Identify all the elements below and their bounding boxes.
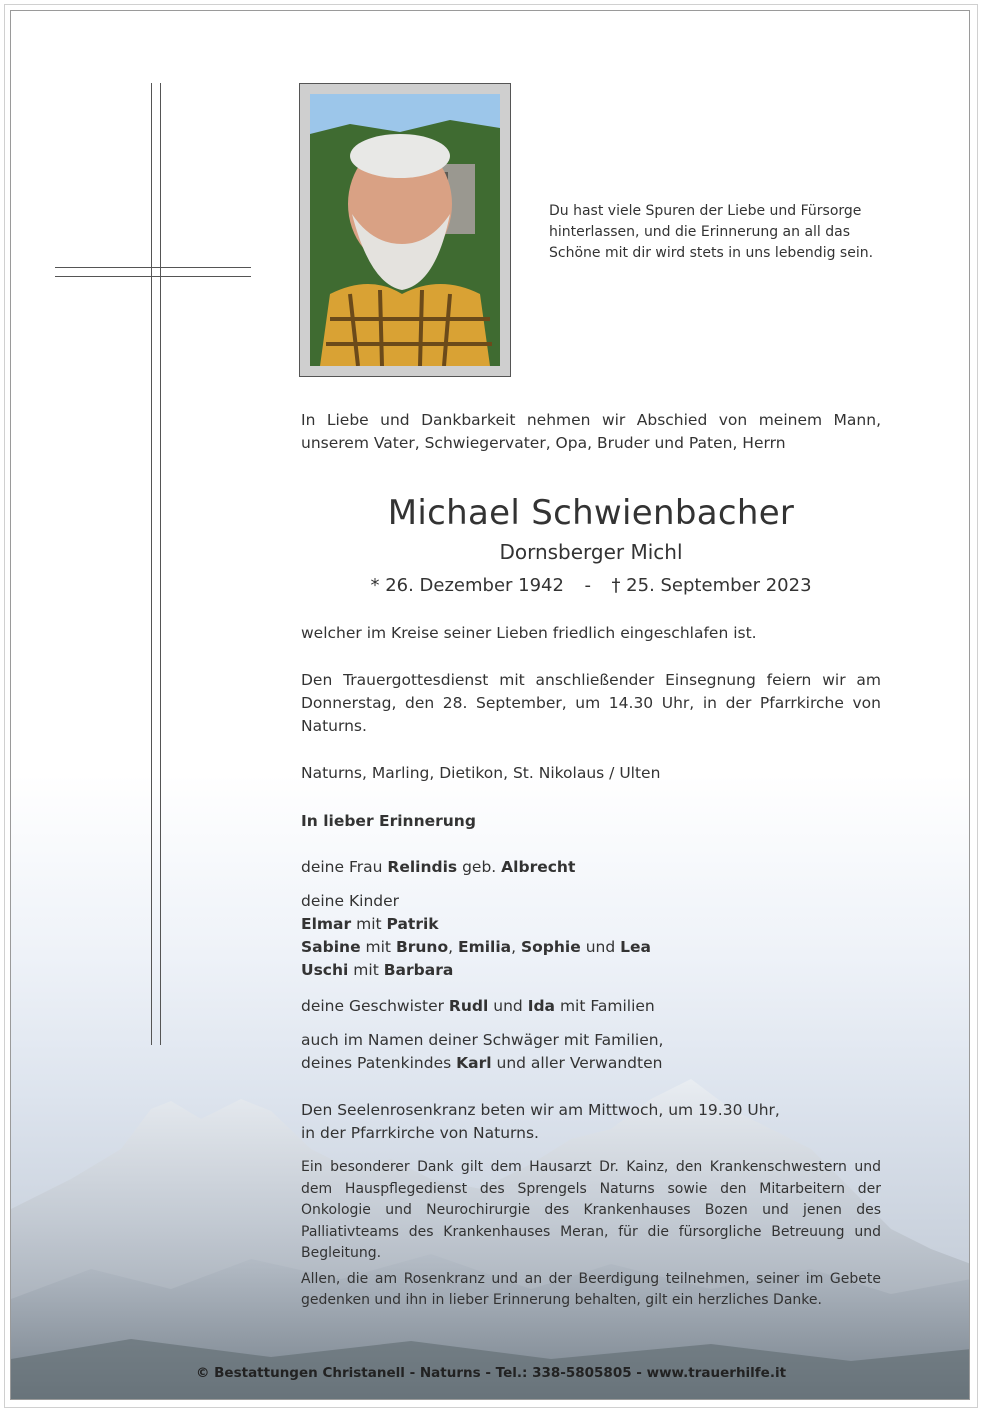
thanks-line: Ein besonderer Dank gilt dem Hausarzt Dr. Kainz, den Krankenschwestern und (301, 1159, 881, 1175)
service-line: Naturns. (301, 717, 367, 735)
partner-name: Barbara (383, 961, 454, 979)
thanks-line: Begleitung. (301, 1245, 382, 1261)
deceased-nickname: Dornsberger Michl (499, 540, 683, 564)
obituary-card (10, 10, 970, 1400)
children-mit: mit (365, 938, 391, 956)
relatives-block (301, 1029, 881, 1075)
intro-line: In Liebe und Dankbarkeit nehmen wir Abschied von meinem Mann, (301, 411, 881, 429)
places-line: Naturns, Marling, Dietikon, St. Nikolaus / Ulten (301, 764, 661, 782)
birth-date: * 26. Dezember 1942 (370, 575, 564, 596)
thanks-line: Allen, die am Rosenkranz und an der Beerdigung teilnehmen, seiner im Gebete (301, 1270, 881, 1287)
deceased-name: Michael Schwienbacher (387, 493, 795, 533)
grandchild-name: Lea (620, 938, 651, 956)
partner-name: Patrik (386, 915, 439, 933)
relatives-suffix: und aller Verwandten (496, 1054, 663, 1072)
siblings-line (301, 995, 881, 1018)
children-row (301, 959, 881, 982)
siblings-suffix: mit Familien (559, 997, 655, 1015)
rosary-line: in der Pfarrkirche von Naturns. (301, 1124, 539, 1142)
thanks-paragraph (301, 1157, 881, 1312)
child-name: Uschi (301, 961, 349, 979)
godchild-name: Karl (456, 1054, 492, 1072)
siblings-prefix: deine Geschwister (301, 997, 444, 1015)
relatives-line (301, 1052, 881, 1075)
children-row (301, 913, 881, 936)
children-und: und (585, 938, 616, 956)
cross-vertical-beam (151, 83, 161, 1045)
siblings-und: und (493, 997, 523, 1015)
child-name: Sabine (301, 938, 361, 956)
cross-center (152, 268, 160, 276)
wife-geb: geb. (462, 858, 497, 876)
grandchild-name: Sophie (520, 938, 581, 956)
children-mit: mit (356, 915, 382, 933)
thanks-line: Palliativteams des Krankenhauses Meran, für die fürsorgliche Betreuung und (301, 1223, 881, 1240)
rosary-paragraph (301, 1099, 881, 1145)
thanks-line: gedenken und ihn in lieber Erinnerung behalten, gilt ein herzliches Danke. (301, 1292, 822, 1308)
wife-name: Relindis (387, 858, 458, 876)
wife-maiden-name: Albrecht (501, 858, 576, 876)
sibling-name: Ida (527, 997, 556, 1015)
wife-prefix: deine Frau (301, 858, 383, 876)
intro-line: unserem Vater, Schwiegervater, Opa, Bruder und Paten, Herrn (301, 434, 786, 452)
footer-contact: © Bestattungen Christanell - Naturns - Tel.: 338-5805805 - www.trauerhilfe.it (195, 1365, 787, 1381)
portrait-frame (299, 83, 511, 377)
passing-text: welcher im Kreise seiner Lieben friedlich eingeschlafen ist. (301, 624, 757, 642)
children-row: Sabine mit Bruno, Emilia, Sophie und Lea (301, 938, 651, 956)
life-dates (301, 573, 881, 599)
children-heading: deine Kinder (301, 892, 400, 910)
intro-paragraph (301, 409, 881, 455)
thanks-line: Onkologie und Neurochirurgie des Krankenhauses Bozen und jenen des (301, 1202, 881, 1218)
quote-line: Du hast viele Spuren der Liebe und Fürsorge (549, 203, 862, 219)
service-line: Donnerstag, den 28. September, um 14.30 Uhr, in der Pfarrkirche von (301, 694, 881, 712)
memorial-quote (549, 201, 889, 264)
thanks-line: dem Hauspflegedienst des Sprengels Naturns sowie den Mitarbeitern der (301, 1180, 881, 1197)
memory-heading: In lieber Erinnerung (301, 812, 476, 830)
portrait-photo (310, 94, 500, 366)
children-mit: mit (353, 961, 379, 979)
grandchild-name: Emilia (457, 938, 512, 956)
wife-line (301, 856, 881, 879)
service-paragraph (301, 669, 881, 738)
children-block (301, 890, 881, 982)
relatives-line: auch im Namen deiner Schwäger mit Familien, (301, 1031, 664, 1049)
quote-line: hinterlassen, und die Erinnerung an all das (549, 224, 851, 240)
rosary-line: Den Seelenrosenkranz beten wir am Mittwoch, um 19.30 Uhr, (301, 1101, 780, 1119)
grandchild-name: Bruno (395, 938, 449, 956)
quote-line: Schöne mit dir wird stets in uns lebendig sein. (549, 245, 874, 261)
child-name: Elmar (301, 915, 352, 933)
date-separator: - (584, 575, 591, 596)
sibling-name: Rudl (448, 997, 489, 1015)
service-line: Den Trauergottesdienst mit anschließender Einsegnung feiern wir am (301, 671, 881, 689)
death-date: † 25. September 2023 (611, 575, 812, 596)
relatives-prefix: deines Patenkindes (301, 1054, 452, 1072)
